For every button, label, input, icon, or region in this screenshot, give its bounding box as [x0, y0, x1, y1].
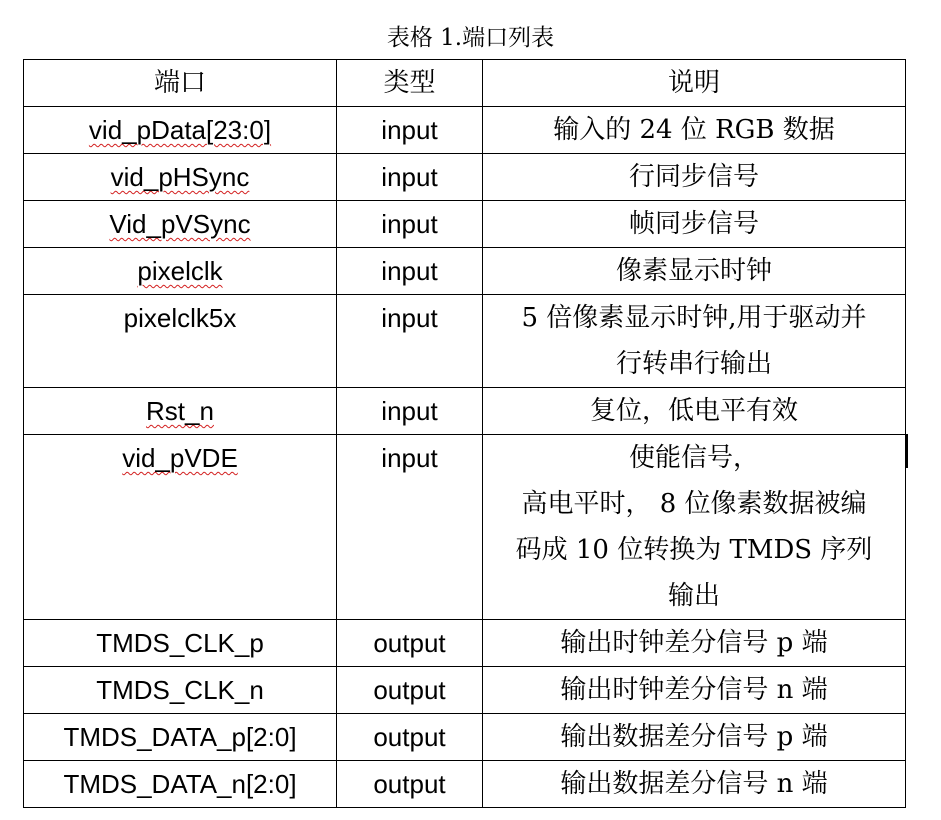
- description-cell: [483, 295, 906, 388]
- port-type: input: [381, 396, 438, 426]
- table-row: [24, 107, 906, 154]
- port-name: pixelclk: [137, 256, 223, 286]
- port-name: TMDS_CLK_n: [96, 675, 264, 705]
- type-cell: [337, 714, 483, 761]
- port-type: output: [373, 769, 446, 799]
- table-row: [24, 154, 906, 201]
- description-line: 输出: [667, 581, 720, 611]
- type-cell: [337, 435, 483, 620]
- description-line: 5 倍像素显示时钟,用于驱动并: [521, 303, 867, 333]
- description-line: 行转串行输出: [615, 349, 772, 379]
- description-cell: [483, 201, 906, 248]
- type-cell: [337, 620, 483, 667]
- description-cell: [483, 107, 906, 154]
- port-cell: [24, 620, 337, 667]
- header-row: [24, 60, 906, 107]
- port-name: TMDS_CLK_p: [96, 628, 264, 658]
- port-cell: [24, 388, 337, 435]
- description-line: 输出数据差分信号 n 端: [560, 769, 828, 799]
- description-cell: [483, 761, 906, 808]
- table-row: [24, 714, 906, 761]
- type-cell: [337, 201, 483, 248]
- description-line: 行同步信号: [628, 162, 759, 192]
- description-cell: [483, 154, 906, 201]
- description-line: 输出时钟差分信号 p 端: [560, 628, 828, 658]
- table-row: [24, 435, 906, 620]
- port-cell: [24, 435, 337, 620]
- description-cell: [483, 435, 906, 620]
- description-cell: [483, 714, 906, 761]
- port-name: vid_pVDE: [122, 443, 238, 473]
- description-line: 高电平时， 8 位像素数据被编: [521, 489, 867, 519]
- description-line: 像素显示时钟: [615, 256, 772, 286]
- header-description: 说明: [483, 60, 906, 107]
- description-cell: [483, 620, 906, 667]
- port-name: TMDS_DATA_p[2:0]: [63, 722, 297, 752]
- description-cell: [483, 667, 906, 714]
- port-name: vid_pHSync: [110, 162, 250, 192]
- port-cell: [24, 295, 337, 388]
- table-row: [24, 295, 906, 388]
- port-type: output: [373, 722, 446, 752]
- table-row: [24, 201, 906, 248]
- port-name: pixelclk5x: [123, 303, 237, 333]
- table-row: [24, 667, 906, 714]
- port-cell: [24, 667, 337, 714]
- type-cell: [337, 667, 483, 714]
- description-line: 输出数据差分信号 p 端: [560, 722, 828, 752]
- description-line: 码成 10 位转换为 TMDS 序列: [515, 535, 873, 565]
- description-line: 复位，低电平有效: [589, 396, 798, 426]
- port-type: input: [381, 209, 438, 239]
- port-type: input: [381, 443, 438, 473]
- port-name: Rst_n: [146, 396, 214, 426]
- type-cell: [337, 154, 483, 201]
- text-cursor: [906, 434, 908, 468]
- table-row: [24, 388, 906, 435]
- description-cell: [483, 388, 906, 435]
- header-port: 端口: [24, 60, 337, 107]
- type-cell: [337, 107, 483, 154]
- table-row: [24, 248, 906, 295]
- table-caption: 表格 1.端口列表: [386, 25, 555, 51]
- type-cell: [337, 295, 483, 388]
- description-cell: [483, 248, 906, 295]
- table-row: [24, 761, 906, 808]
- port-type: input: [381, 162, 438, 192]
- port-cell: [24, 201, 337, 248]
- port-type: input: [381, 115, 438, 145]
- port-type: output: [373, 675, 446, 705]
- port-name: Vid_pVSync: [109, 209, 251, 239]
- port-type: input: [381, 256, 438, 286]
- description-line: 使能信号，: [628, 443, 759, 473]
- port-cell: [24, 714, 337, 761]
- description-line: 输出时钟差分信号 n 端: [560, 675, 828, 705]
- port-name: TMDS_DATA_n[2:0]: [63, 769, 297, 799]
- description-line: 输入的 24 位 RGB 数据: [553, 115, 835, 145]
- type-cell: [337, 388, 483, 435]
- type-cell: [337, 248, 483, 295]
- description-line: 帧同步信号: [628, 209, 759, 239]
- port-cell: [24, 107, 337, 154]
- port-type: input: [381, 303, 438, 333]
- header-type: 类型: [337, 60, 483, 107]
- type-cell: [337, 761, 483, 808]
- port-cell: [24, 248, 337, 295]
- port-cell: [24, 154, 337, 201]
- port-cell: [24, 761, 337, 808]
- port-name: vid_pData[23:0]: [88, 115, 272, 145]
- port-table: [23, 59, 906, 808]
- table-row: [24, 620, 906, 667]
- port-type: output: [373, 628, 446, 658]
